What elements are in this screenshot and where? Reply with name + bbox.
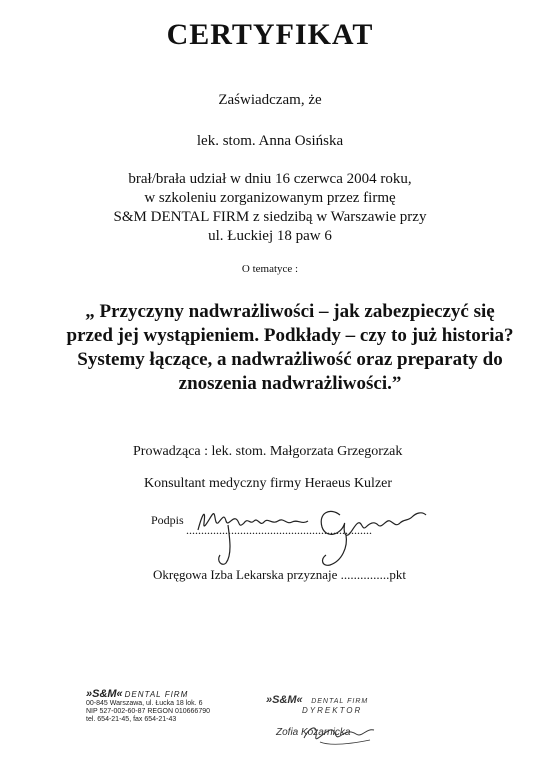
- body-line: S&M DENTAL FIRM z siedzibą w Warszawie przy: [113, 209, 427, 225]
- stamp-line: NIP 527-002-60-87 REGON 010666790: [86, 708, 211, 715]
- signature-dots: ..............................................................: [186, 523, 372, 537]
- certificate-title: CERTYFIKAT: [166, 18, 374, 51]
- director-name: Zofia Kozarnicka: [276, 727, 351, 738]
- company-stamp: [86, 690, 210, 724]
- chamber-points-line: Okręgowa Izba Lekarska przyznaje ...............pkt: [153, 567, 407, 582]
- director-stamp-brand-sub: DENTAL FIRM: [311, 698, 369, 705]
- stamp-line: tel. 654-21-45, fax 654-21-43: [86, 716, 177, 723]
- body-line: ul. Łuckiej 18 paw 6: [208, 228, 332, 244]
- lecturer-line: Prowadząca : lek. stom. Małgorzata Grzegorzak: [133, 444, 403, 459]
- topic-label: O tematyce :: [241, 263, 299, 275]
- topic-line: znoszenia nadwrażliwości.”: [178, 373, 402, 394]
- topic-line: „ Przyczyny nadwrażliwości – jak zabezpieczyć się: [85, 301, 495, 322]
- director-stamp-brand: »S&M«: [266, 694, 303, 706]
- director-signature: [300, 718, 380, 748]
- signature-label: Podpis: [151, 513, 184, 527]
- handwritten-signature: [190, 495, 440, 570]
- topic-line: przed jej wystąpieniem. Podkłady – czy to już historia?: [66, 325, 514, 346]
- topic-line: Systemy łączące, a nadwrażliwość oraz preparaty do: [77, 349, 503, 370]
- body-line: w szkoleniu zorganizowanym przez firmę: [144, 190, 396, 206]
- training-topic: [40, 300, 540, 396]
- stamp-brand-sub: DENTAL FIRM: [124, 690, 189, 699]
- stamp-line: 00-845 Warszawa, ul. Łucka 18 lok. 6: [86, 700, 203, 707]
- body-line: brał/brała udział w dniu 16 czerwca 2004 roku,: [128, 171, 412, 187]
- stamp-brand: »S&M«: [86, 688, 123, 700]
- recipient-name: lek. stom. Anna Osińska: [196, 133, 344, 149]
- consultant-line: Konsultant medyczny firmy Heraeus Kulzer: [144, 476, 393, 491]
- director-role: DYREKTOR: [302, 706, 363, 715]
- intro-text: Zaświadczam, że: [218, 92, 322, 108]
